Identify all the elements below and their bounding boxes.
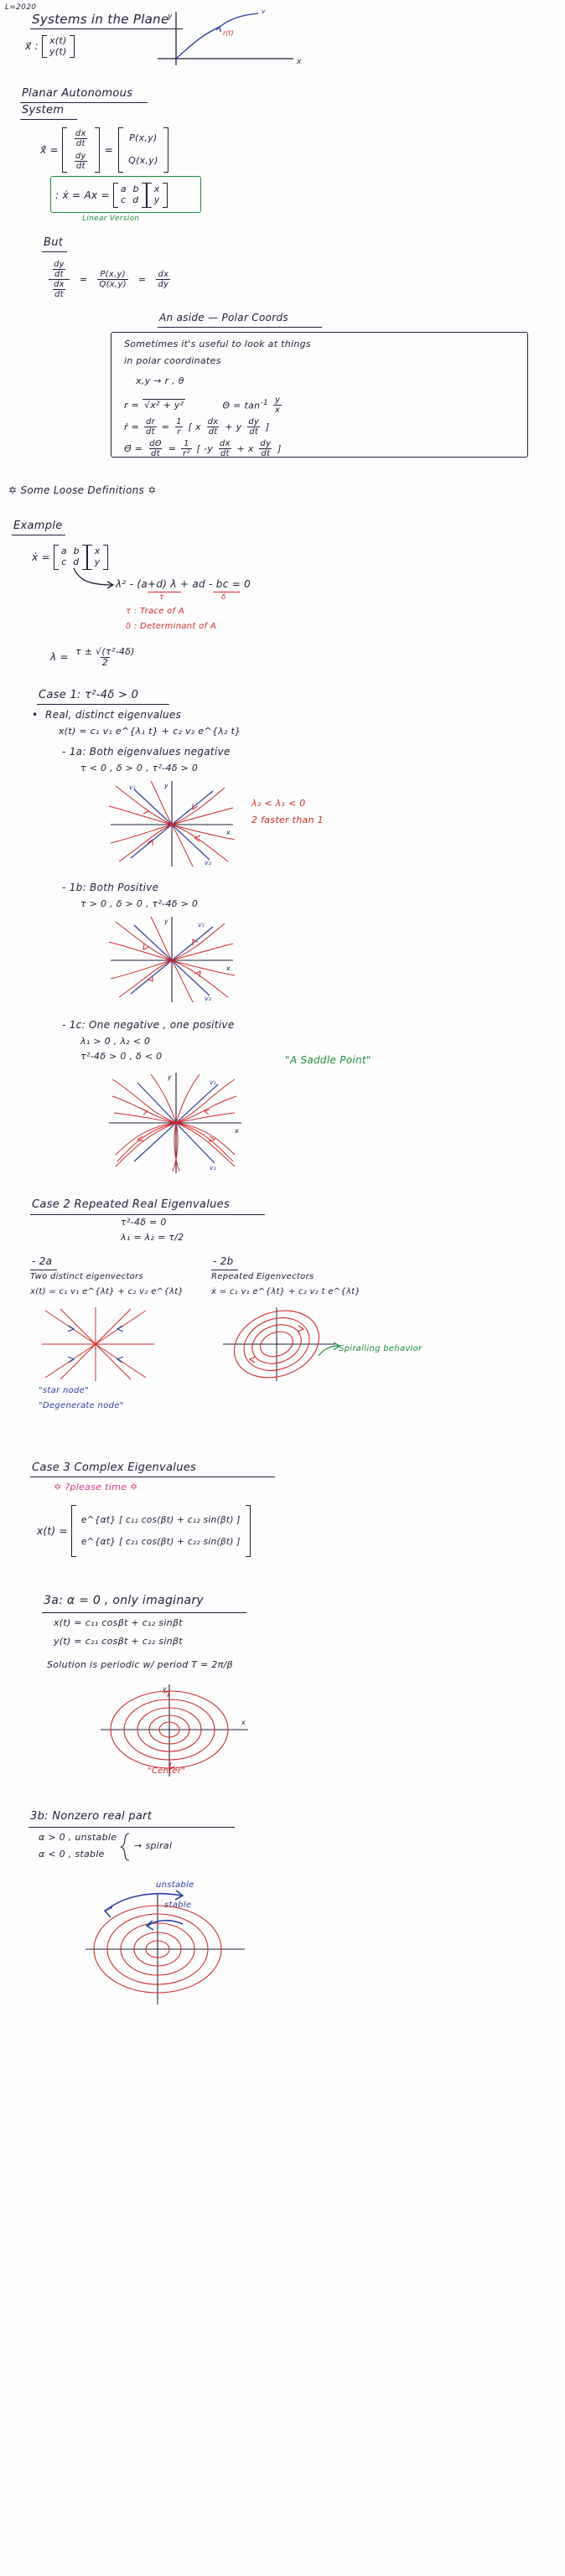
case2b-note: Spiralling behavior <box>339 1344 422 1353</box>
linear-version-box <box>50 176 201 213</box>
case3b-line2: α < 0 , stable <box>39 1849 105 1860</box>
svg-text:y: y <box>164 918 168 925</box>
case3-sub: ✡ ?please time ✡ <box>54 1482 138 1492</box>
aside-line-4: ṙ = $\frac{dr}{dt}$ = $\frac{1}{r}$ [ x $\frac{dx}{dt}$ + y $\frac{dy}{dt}$ ] <box>124 417 270 437</box>
system-equation: ẋ⃗ = $\frac{dx}{dt}$ $\frac{dy}{dt}$ = P(x,y) Q(x,y) <box>40 127 168 173</box>
case2-heading: Case 2 Repeated Real Eigenvalues <box>32 1198 231 1211</box>
but-equation: $\frac{\frac{dy}{dt}}{\frac{dx}{dt}}$ = $\frac{P(x,y)}{Q(x,y)}$ = $\frac{dx}{dy}$ <box>47 260 172 299</box>
aside-line-1: in polar coordinates <box>124 355 221 366</box>
case1b-heading: - 1b: Both Positive <box>62 882 159 893</box>
case3a-underline <box>42 1612 246 1613</box>
planar-heading2-underline <box>20 119 77 120</box>
planar-autonomous-heading2: System <box>22 104 65 116</box>
svg-text:x: x <box>235 1127 239 1135</box>
aside-line-3: r = √x² + y² $\Theta = \tan^{-1}$ $\frac{y}{x}$ <box>124 396 281 415</box>
case3a-note: Solution is periodic w/ period T = 2π/β <box>47 1659 233 1670</box>
case3a-x: x(t) = c₁₁ cosβt + c₁₂ sinβt <box>54 1617 183 1628</box>
case1a-note2: 2 faster than 1 <box>251 815 324 825</box>
case2b-solution: ẋ = c₁ v₁ e^{λt} + c₂ v₂ t e^{λt} <box>211 1287 361 1296</box>
svg-text:y: y <box>168 1073 172 1081</box>
svg-text:v₁: v₁ <box>210 1079 216 1086</box>
svg-text:v₁: v₁ <box>129 784 136 791</box>
svg-text:r(t): r(t) <box>223 29 234 37</box>
example-equation: ẋ = a b c d x y <box>32 545 108 570</box>
case3b-heading: 3b: Nonzero real part <box>30 1810 153 1823</box>
case2b-sub: Repeated Eigenvectors <box>211 1272 314 1281</box>
svg-text:y: y <box>168 13 173 21</box>
case3a-center-label: "Center" <box>148 1766 186 1776</box>
diagram-saddle-phase-portrait <box>101 1068 251 1177</box>
case1c-note: "A Saddle Point" <box>285 1054 371 1066</box>
case2a-sub: Two distinct eigenvectors <box>30 1272 143 1281</box>
case2-underline <box>30 1214 265 1215</box>
svg-text:v₂: v₂ <box>205 859 211 866</box>
case3b-line1: α > 0 , unstable <box>39 1832 117 1843</box>
case2a-solution: x(t) = c₁ v₁ e^{λt} + c₂ v₂ e^{λt} <box>30 1287 184 1296</box>
case3-solution-lhs: x(t) = <box>37 1524 68 1537</box>
but-heading: But <box>44 236 64 249</box>
case3-heading: Case 3 Complex Eigenvalues <box>32 1461 197 1474</box>
case3b-unstable-label: unstable <box>156 1880 194 1890</box>
char-poly: λ² - (a+d) λ + ad - bc = 0 <box>116 578 251 590</box>
lambda-formula: λ = $\frac{\text{τ ± √(τ²-4δ)}}{2}$ <box>50 646 135 669</box>
case1c-condition1: λ₁ > 0 , λ₂ < 0 <box>80 1036 151 1047</box>
svg-text:v₁: v₁ <box>198 921 205 928</box>
vector-definition: x⃗ : x(t) y(t) <box>25 35 75 58</box>
svg-text:x: x <box>241 1719 246 1726</box>
case3a-heading: 3a: α = 0 , only imaginary <box>44 1594 205 1607</box>
diagram-center <box>92 1679 260 1780</box>
case3-row2: e^{αt} [ c₂₁ cos(βt) + c₂₂ sin(βt) ] <box>80 1537 241 1547</box>
case2a-note1: "star node" <box>39 1386 90 1395</box>
svg-text:x: x <box>226 965 231 972</box>
case1-bullet: Real, distinct eigenvalues <box>45 709 182 721</box>
example-arrow <box>70 566 121 590</box>
definitions-heading: ✡ Some Loose Definitions ✡ <box>8 484 157 496</box>
case3-row1: e^{αt} [ c₁₁ cos(βt) + c₁₂ sin(βt) ] <box>80 1514 241 1525</box>
svg-text:x: x <box>297 58 302 66</box>
case3b-brace <box>117 1832 134 1862</box>
diagram-spiral <box>77 1877 262 2011</box>
aside-line-2: x,y → r , θ <box>136 375 184 386</box>
planar-autonomous-heading: Planar Autonomous <box>22 87 133 100</box>
case2-condition1: τ²-4δ = 0 <box>121 1217 167 1228</box>
case3b-arrow-label: → spiral <box>134 1840 173 1851</box>
case1b-condition: τ > 0 , δ > 0 , τ²-4δ > 0 <box>80 898 199 909</box>
case3b-stable-label: stable <box>164 1901 192 1910</box>
case2b-arrow <box>317 1341 342 1361</box>
case1-heading: Case 1: τ²-4δ > 0 <box>39 689 139 701</box>
diagram-case1b-phase-portrait <box>101 913 243 1006</box>
case1a-note1: λ₂ < λ₁ < 0 <box>251 798 306 809</box>
aside-title: An aside — Polar Coords <box>159 312 288 323</box>
case2a-heading: - 2a <box>32 1255 53 1267</box>
case1a-condition: τ < 0 , δ > 0 , τ²-4δ > 0 <box>80 763 199 773</box>
case1-solution: x(t) = c₁ v₁ e^{λ₁ t} + c₂ v₂ e^{λ₂ t} <box>59 726 241 737</box>
svg-text:y: y <box>164 782 168 789</box>
case2-condition2: λ₁ = λ₂ = τ/2 <box>121 1232 184 1243</box>
case3-solution <box>37 1505 251 1557</box>
delta-symbol: δ <box>221 593 226 602</box>
diagram-case1a-phase-portrait <box>101 778 243 870</box>
aside-line-0: Sometimes it's useful to look at things <box>124 339 311 349</box>
linear-version-note: Linear Version <box>82 215 140 223</box>
case1a-heading: - 1a: Both eigenvalues negative <box>62 746 231 758</box>
case1c-heading: - 1c: One negative , one positive <box>62 1019 235 1031</box>
diagram-plane-axes <box>143 8 310 67</box>
page-title: Systems in the Plane <box>32 12 169 27</box>
svg-text:v₂: v₂ <box>205 995 211 1002</box>
tau-symbol: τ <box>159 593 164 602</box>
linear-version-equation: : ẋ = Ax = a b c d x y <box>55 183 168 208</box>
svg-text:v: v <box>262 8 266 15</box>
corner-label: L=2020 <box>5 3 37 12</box>
case3b-underline <box>29 1827 235 1828</box>
case3a-y: y(t) = c₂₁ cosβt + c₂₂ sinβt <box>54 1636 183 1647</box>
case1-bullet-marker: • <box>32 709 39 721</box>
svg-text:y: y <box>163 1685 167 1693</box>
aside-title-underline <box>158 327 322 328</box>
trace-note: τ : Trace of A <box>126 607 185 616</box>
case2b-heading: - 2b <box>213 1255 234 1267</box>
case1-underline <box>37 704 169 705</box>
svg-text:v₂: v₂ <box>210 1164 216 1172</box>
aside-line-5: Θ̇ = $\frac{d\Theta}{dt}$ = $\frac{1}{\text{r²}}$ [ -y $\frac{dx}{dt}$ + x $\frac{dy}{dt}$ ] <box>124 439 282 458</box>
case1c-condition2: τ²-4δ > 0 , δ < 0 <box>80 1051 163 1062</box>
example-heading: Example <box>13 520 63 532</box>
svg-text:x: x <box>226 829 231 836</box>
diagram-star-node <box>35 1304 161 1384</box>
case2a-note2: "Degenerate node" <box>39 1401 124 1410</box>
but-underline <box>42 251 67 252</box>
det-note: δ : Determinant of A <box>126 622 216 631</box>
